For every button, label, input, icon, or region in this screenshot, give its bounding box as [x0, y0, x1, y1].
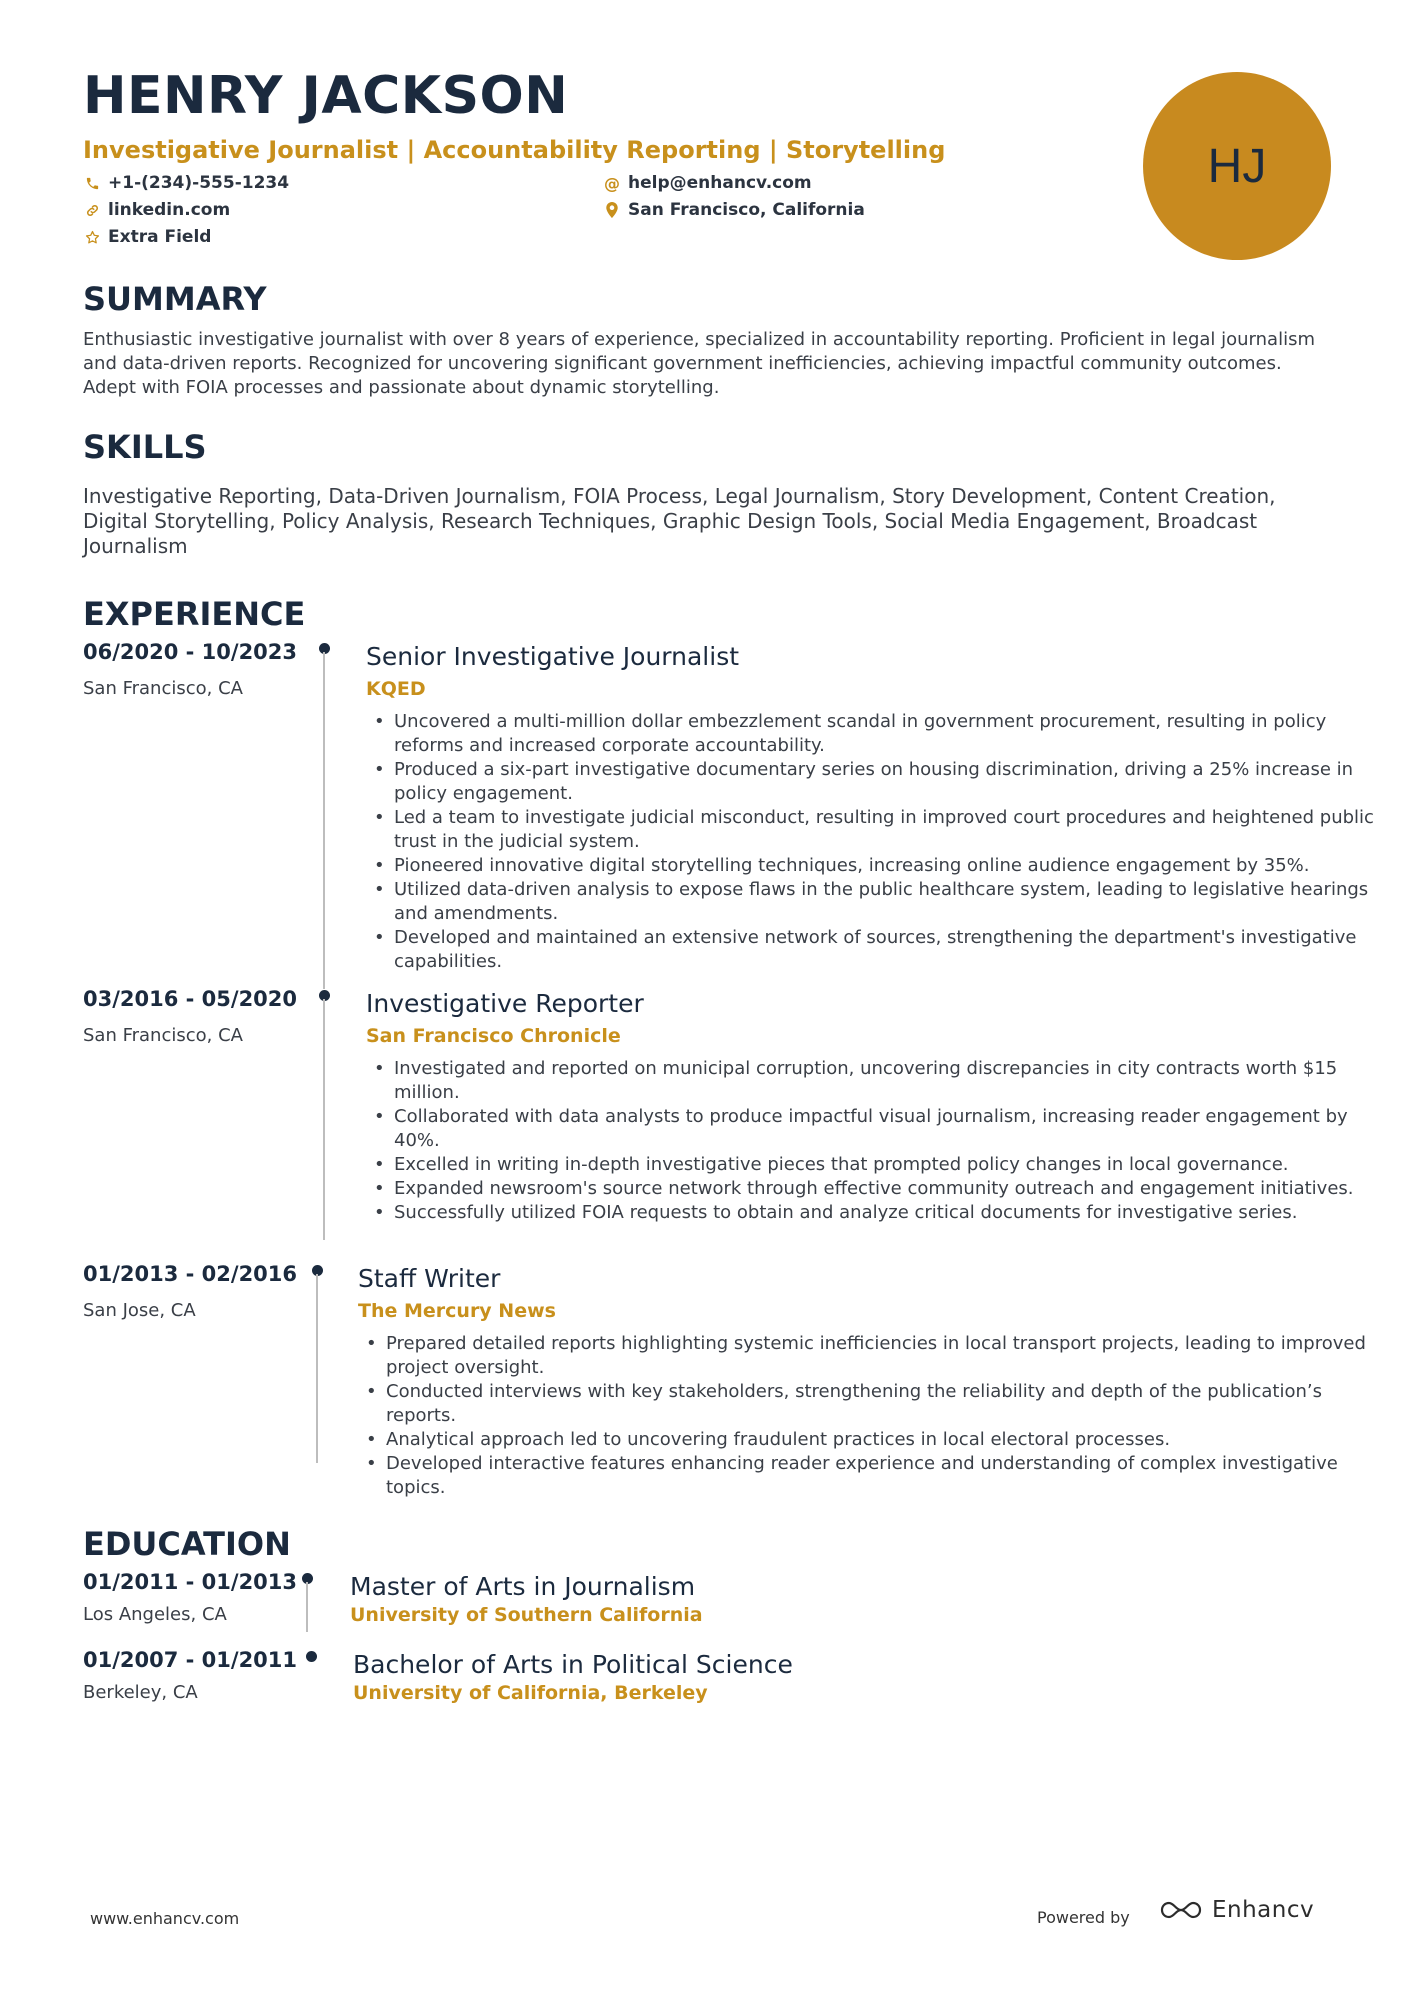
contact-phone-text: +1-(234)-555-1234 [108, 173, 290, 193]
skills-title: SKILLS [83, 428, 207, 466]
job-bullet: • Investigated and reported on municipal corruption, uncovering discrepancies in city contracts worth $15 million. [366, 1057, 1376, 1105]
job-bullet: • Utilized data-driven analysis to expose flaws in the public healthcare system, leading to legislative hearings and amendments. [366, 878, 1376, 926]
edu-dates: 01/2007 - 01/2011 [83, 1648, 298, 1672]
job-bullet: • Collaborated with data analysts to produce impactful visual journalism, increasing reader engagement by 40%. [366, 1105, 1376, 1153]
edu-dates: 01/2011 - 01/2013 [83, 1570, 298, 1594]
timeline-line [323, 999, 325, 1240]
candidate-headline: Investigative Journalist | Accountability Reporting | Storytelling [83, 136, 946, 164]
job-dates: 01/2013 - 02/2016 [83, 1262, 298, 1286]
contact-list [83, 172, 1083, 248]
job-location: San Jose, CA [83, 1300, 196, 1321]
footer-website-link[interactable]: www.enhancv.com [90, 1909, 240, 1928]
job-location: San Francisco, CA [83, 1025, 243, 1046]
job-dates: 06/2020 - 10/2023 [83, 640, 298, 664]
enhancv-logo-icon [1158, 1898, 1204, 1922]
contact-location [603, 199, 1083, 221]
job-bullet: • Analytical approach led to uncovering fraudulent practices in local electoral processes. [358, 1428, 1368, 1452]
skills-text: Investigative Reporting, Data-Driven Journalism, FOIA Process, Legal Journalism, Story Development, Content Creation, Digital Storytelling, Policy Analysis, Research Techniques, Graphic Design Tools, Social Media Engagement, Broadcast Journalism [83, 484, 1276, 558]
timeline-dot [306, 1651, 317, 1662]
contact-extra [83, 226, 603, 248]
job-role: Senior Investigative Journalist [366, 642, 740, 671]
job-bullet: • Prepared detailed reports highlighting systemic inefficiencies in local transport projects, leading to improved project oversight. [358, 1332, 1368, 1380]
job-bullets [366, 1057, 1376, 1225]
timeline-line [306, 1582, 308, 1632]
edu-location: Los Angeles, CA [83, 1604, 227, 1625]
location-pin-icon [603, 201, 621, 219]
job-bullet: • Pioneered innovative digital storytelling techniques, increasing online audience engagement by 35%. [366, 854, 1376, 878]
job-dates: 03/2016 - 05/2020 [83, 987, 298, 1011]
contact-extra-text: Extra Field [108, 227, 212, 247]
summary-title: SUMMARY [83, 280, 267, 318]
star-icon [83, 228, 101, 246]
job-bullet: • Developed interactive features enhancing reader experience and understanding of complex investigative topics. [358, 1452, 1368, 1500]
job-bullet: • Uncovered a multi-million dollar embezzlement scandal in government procurement, resulting in policy reforms and increased corporate accountability. [366, 710, 1376, 758]
footer-powered-by: Powered by [1037, 1908, 1130, 1927]
job-bullet: • Led a team to investigate judicial misconduct, resulting in improved court procedures and heightened public trust in the judicial system. [366, 806, 1376, 854]
job-bullet: • Developed and maintained an extensive network of sources, strengthening the department's investigative capabilities. [366, 926, 1376, 974]
enhancv-logo[interactable] [1158, 1897, 1314, 1923]
timeline-line [323, 652, 325, 989]
job-role: Staff Writer [358, 1264, 501, 1293]
enhancv-logo-text: Enhancv [1212, 1897, 1315, 1923]
education-title: EDUCATION [83, 1525, 291, 1563]
job-bullet: • Successfully utilized FOIA requests to obtain and analyze critical documents for investigative series. [366, 1201, 1376, 1225]
avatar-initials: HJ [1207, 139, 1267, 193]
job-role: Investigative Reporter [366, 989, 644, 1018]
job-bullet: • Produced a six-part investigative documentary series on housing discrimination, driving a 25% increase in policy engagement. [366, 758, 1376, 806]
job-company: San Francisco Chronicle [366, 1025, 621, 1047]
link-icon [83, 201, 101, 219]
contact-location-text: San Francisco, California [628, 200, 865, 220]
avatar [1143, 72, 1331, 260]
edu-degree: Master of Arts in Journalism [350, 1572, 696, 1601]
job-bullet: • Excelled in writing in-depth investigative pieces that prompted policy changes in local governance. [366, 1153, 1376, 1177]
candidate-name: HENRY JACKSON [83, 66, 569, 126]
contact-linkedin-text: linkedin.com [108, 200, 231, 220]
contact-email[interactable] [603, 172, 1083, 194]
job-bullet: • Expanded newsroom's source network through effective community outreach and engagement initiatives. [366, 1177, 1376, 1201]
contact-phone[interactable] [83, 172, 603, 194]
edu-location: Berkeley, CA [83, 1682, 198, 1703]
at-icon: @ [604, 173, 620, 193]
contact-email-text: help@enhancv.com [628, 173, 812, 193]
edu-degree: Bachelor of Arts in Political Science [353, 1650, 793, 1679]
edu-school: University of California, Berkeley [353, 1682, 708, 1704]
contact-linkedin[interactable] [83, 199, 603, 221]
job-company: KQED [366, 678, 426, 700]
phone-icon [83, 174, 101, 192]
summary-text: Enthusiastic investigative journalist with over 8 years of experience, specialized in accountability reporting. Proficient in legal journalism and data-driven reports. Recognized for uncovering significant government inefficiencies, achieving impactful community outcomes. Adept with FOIA processes and passionate about dynamic storytelling. [83, 329, 1315, 398]
job-location: San Francisco, CA [83, 678, 243, 699]
job-bullets [366, 710, 1376, 974]
job-bullet: • Conducted interviews with key stakeholders, strengthening the reliability and depth of the publication’s reports. [358, 1380, 1368, 1428]
edu-school: University of Southern California [350, 1604, 703, 1626]
job-company: The Mercury News [358, 1300, 556, 1322]
job-bullets [358, 1332, 1368, 1500]
timeline-line [316, 1274, 318, 1463]
experience-title: EXPERIENCE [83, 595, 306, 633]
